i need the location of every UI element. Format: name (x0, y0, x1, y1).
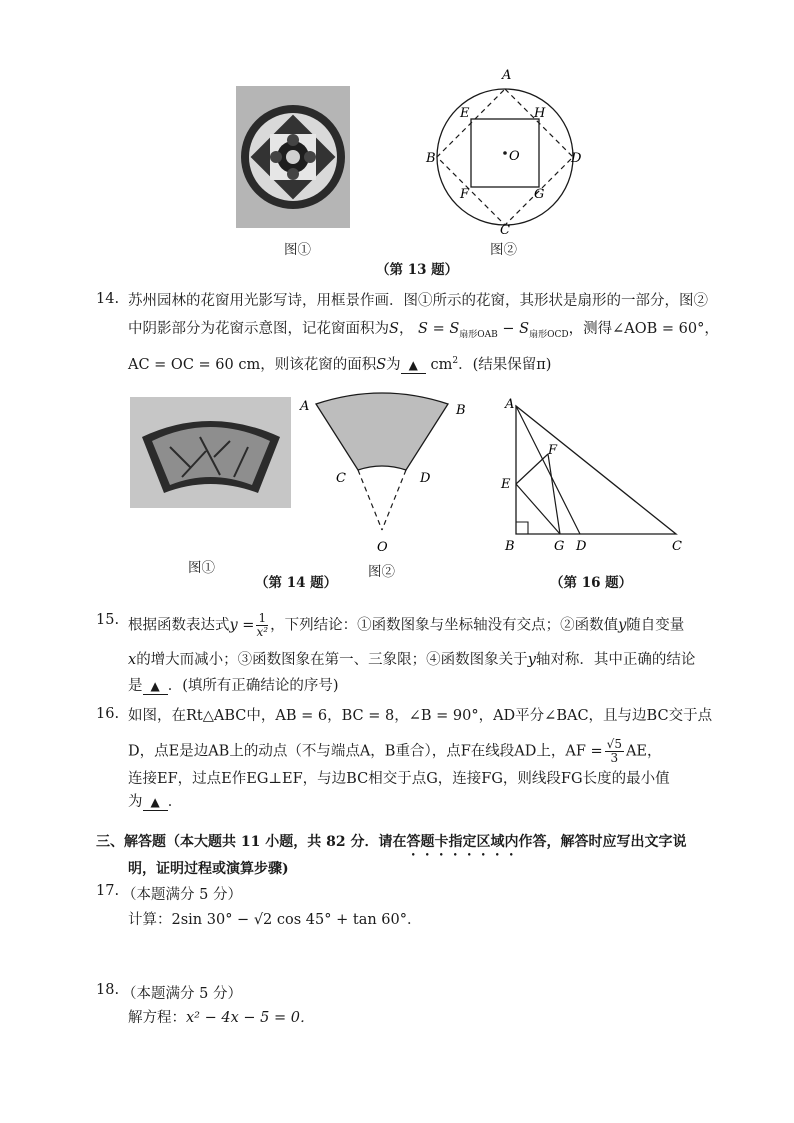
circle-o (437, 89, 573, 225)
sector-shaded-region (316, 393, 448, 470)
q13-window-pattern (236, 86, 350, 228)
q13-question-caption: （第 13 题） (376, 262, 459, 278)
q16-line3: 连接EF，过点E作EG⊥EF，与边BC相交于点G，连接FG，则线段FG长度的最小值 (128, 771, 670, 787)
q16-answer-blank: ▲ (143, 794, 168, 811)
q18-score: （本题满分 5 分） (122, 986, 242, 1002)
label-D: D (576, 539, 587, 554)
q16-fraction: $\frac{√5}{3}$ (606, 737, 622, 765)
dashed-od (382, 470, 406, 530)
q13-circle-figure (420, 64, 590, 239)
q14-question-caption: （第 14 题） (255, 575, 338, 591)
q14-number: 14. (96, 291, 120, 307)
q14-fig1-caption: 图① (188, 560, 215, 576)
segment-ad (516, 406, 580, 534)
label-D: D (571, 151, 582, 166)
q14-fan-window (130, 397, 291, 508)
q18-number: 18. (96, 982, 120, 998)
q15-line3: 是 ▲ ．(填所有正确结论的序号) (128, 678, 339, 694)
label-B: B (426, 151, 436, 166)
q13-window-photo (236, 86, 350, 228)
dashed-oc (358, 470, 382, 530)
label-A: A (502, 68, 512, 83)
label-A: A (505, 397, 515, 412)
q14-line1: 苏州园林的花窗用光影写诗，用框景作画．图①所示的花窗，其形状是扇形的一部分，图② (128, 293, 708, 309)
q13-fig1-caption: 图① (284, 242, 311, 258)
segment-ef (516, 454, 548, 484)
q14-sector-figure (296, 388, 476, 556)
q14-line3: AC = OC = 60 cm，则该花窗的面积S为 ▲ $cm^2$．(结果保留π) (128, 356, 552, 373)
q14-answer-blank: ▲ (401, 357, 426, 374)
right-angle-mark (516, 522, 528, 534)
label-E: E (501, 477, 511, 492)
section3-heading: 三、解答题（本大题共 11 小题，共 82 分．请在答题卡指定区域内作答，解答时应写出文字说 (96, 834, 687, 850)
triangle-abc (516, 406, 676, 534)
q16-line1: 如图，在Rt△ABC中，AB = 6，BC = 8，∠B = 90°，AD平分∠BAC，且与边BC交于点 (128, 708, 713, 724)
label-C: C (336, 471, 346, 486)
q16-number: 16. (96, 706, 120, 722)
q14-window-photo (130, 397, 291, 508)
q15-fraction: $\frac{1}{\text{x²}}$ (256, 611, 269, 639)
q17-score: （本题满分 5 分） (122, 887, 242, 903)
label-C: C (500, 223, 510, 238)
q16-question-caption: （第 16 题） (550, 575, 633, 591)
q15-number: 15. (96, 612, 120, 628)
label-O: O (377, 540, 388, 555)
label-F: F (460, 187, 470, 202)
label-C: C (672, 539, 682, 554)
label-O: O (509, 149, 520, 164)
q18-problem: 解方程：x² − 4x − 5 = 0． (128, 1010, 315, 1026)
q17-number: 17. (96, 883, 120, 899)
q16-line4: 为 ▲ ． (128, 794, 183, 810)
label-G: G (554, 539, 565, 554)
label-E: E (460, 106, 470, 121)
label-A: A (300, 399, 310, 414)
label-D: D (420, 471, 431, 486)
label-B: B (456, 403, 466, 418)
label-F: F (548, 443, 558, 458)
section3-heading-line2: 明，证明过程或演算步骤) (128, 861, 289, 877)
q15-line2: x的增大而减小；③函数图象在第一、三象限；④函数图象关于y轴对称．其中正确的结论 (128, 652, 696, 668)
label-B: B (505, 539, 515, 554)
q16-triangle-figure (496, 392, 696, 554)
center-dot (503, 151, 507, 155)
q17-problem: 计算：2sin 30° − √2 cos 45° + tan 60°． (128, 912, 422, 928)
label-H: H (534, 106, 546, 121)
label-G: G (534, 187, 545, 202)
q14-line2: 中阴影部分为花窗示意图，记花窗面积为S， $S = S_{扇形OAB} - S_{扇形OCD}$，测得∠AOB = 60°， (128, 321, 719, 340)
q15-answer-blank: ▲ (143, 678, 168, 695)
q15-line1: 根据函数表达式y = $\frac{1}{\text{x²}}$ ，下列结论：①函数图象与坐标轴没有交点；②函数值y随自变量 (128, 611, 685, 639)
q16-line2: D，点E是边AB上的动点（不与端点A，B重合），点F在线段AD上，AF = $\frac{√5}{3}$ AE， (128, 737, 662, 765)
q14-fig2-caption: 图② (368, 564, 395, 580)
dashed-square-abcd (437, 89, 573, 225)
q13-fig2-caption: 图② (490, 242, 517, 258)
